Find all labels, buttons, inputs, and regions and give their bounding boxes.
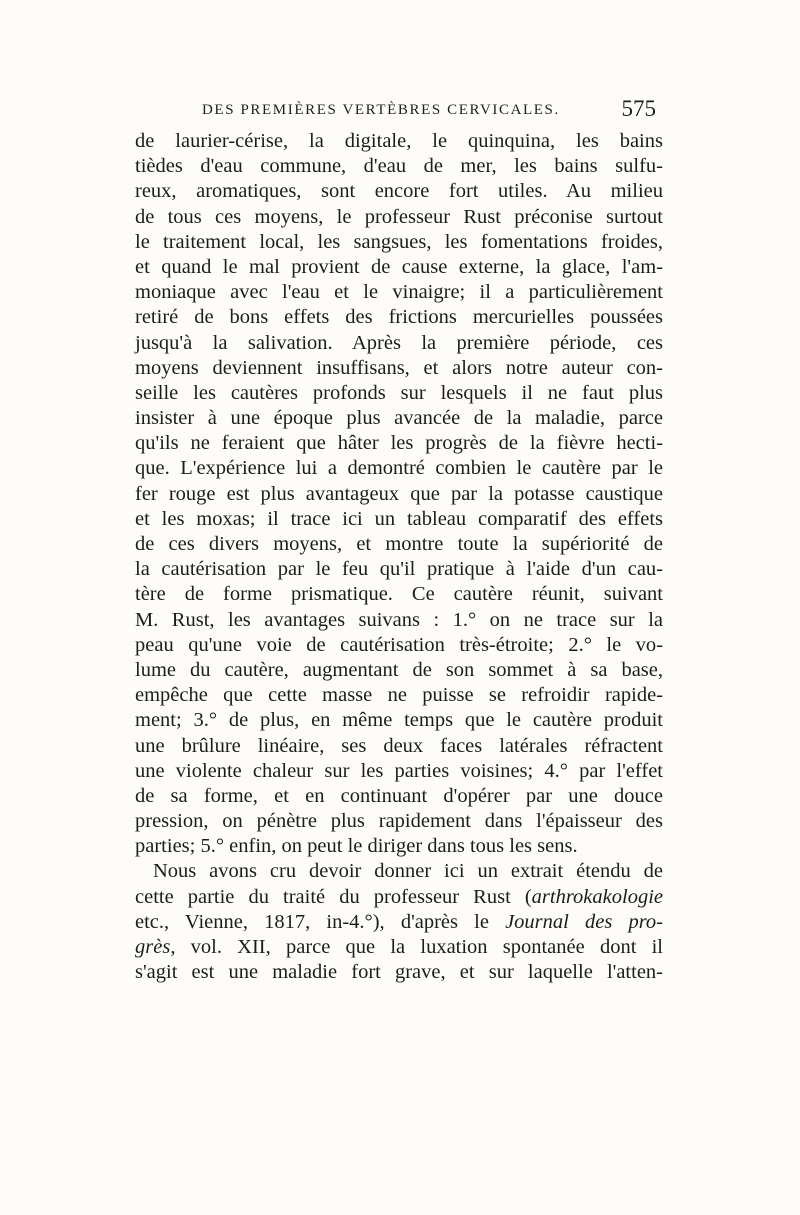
italic-title: Journal des pro- bbox=[505, 910, 663, 933]
text-line: retiré de bons effets des frictions mercurielles poussées bbox=[135, 306, 663, 329]
running-title: DES PREMIÈRES VERTÈBRES CERVICALES. bbox=[202, 102, 560, 118]
text-line: peau qu'une voie de cautérisation très-étroite; 2.° le vo- bbox=[135, 633, 663, 656]
text-line: pression, on pénètre plus rapidement dans l'épaisseur des bbox=[135, 810, 663, 833]
text-line: que. L'expérience lui a demontré combien le cautère par le bbox=[135, 457, 663, 480]
text-line: une brûlure linéaire, ses deux faces latérales réfractent bbox=[135, 734, 663, 757]
text-line: insister à une époque plus avancée de la maladie, parce bbox=[135, 407, 663, 430]
italic-title: arthrokakologie bbox=[531, 885, 663, 908]
text-line: le traitement local, les sangsues, les fomentations froides, bbox=[135, 230, 663, 253]
body-text bbox=[135, 129, 663, 985]
text-line: ment; 3.° de plus, en même temps que le cautère produit bbox=[135, 709, 663, 732]
text-line: s'agit est une maladie fort grave, et sur laquelle l'atten- bbox=[135, 961, 663, 984]
page-header bbox=[136, 96, 656, 128]
text-line: de laurier-cérise, la digitale, le quinquina, les bains bbox=[135, 130, 663, 152]
text-line: la cautérisation par le feu qu'il pratique à l'aide d'un cau- bbox=[135, 558, 663, 581]
text-line: de ces divers moyens, et montre toute la supériorité de bbox=[135, 533, 663, 555]
text-segment: , vol. XII, parce que la luxation spontanée dont il bbox=[170, 936, 663, 958]
text-line: empêche que cette masse ne puisse se refroidir rapide- bbox=[135, 684, 663, 707]
text-line: tièdes d'eau commune, d'eau de mer, les bains sulfu- bbox=[135, 155, 663, 178]
text-line: M. Rust, les avantages suivans : 1.° on ne trace sur la bbox=[135, 608, 663, 631]
page-number: 575 bbox=[621, 96, 656, 121]
text-line bbox=[135, 910, 663, 935]
text-line: une violente chaleur sur les parties voisines; 4.° par l'effet bbox=[135, 759, 663, 782]
text-line: tère de forme prismatique. Ce cautère réunit, suivant bbox=[135, 583, 663, 606]
text-line: seille les cautères profonds sur lesquels il ne faut plus bbox=[135, 381, 663, 404]
italic-title: grès bbox=[135, 936, 171, 958]
text-line: lume du cautère, augmentant de son sommet à sa base, bbox=[135, 658, 663, 681]
text-segment: cette partie du traité du professeur Rust ( bbox=[135, 885, 532, 908]
text-line: reux, aromatiques, sont encore fort utiles. Au milieu bbox=[135, 180, 663, 203]
paragraph-start-line: Nous avons cru devoir donner ici un extrait étendu de bbox=[153, 860, 663, 883]
text-line: de tous ces moyens, le professeur Rust préconise surtout bbox=[135, 205, 663, 228]
text-line: jusqu'à la salivation. Après la première période, ces bbox=[135, 331, 663, 354]
text-line: et quand le mal provient de cause externe, la glace, l'am- bbox=[135, 255, 663, 278]
text-line: et les moxas; il trace ici un tableau comparatif des effets bbox=[135, 507, 663, 530]
text-line: fer rouge est plus avantageux que par la potasse caustique bbox=[135, 482, 663, 505]
text-line: de sa forme, et en continuant d'opérer par une douce bbox=[135, 784, 663, 807]
text-line bbox=[135, 885, 663, 910]
text-line: moyens deviennent insuffisans, et alors notre auteur con- bbox=[135, 356, 663, 379]
text-line: qu'ils ne feraient que hâter les progrès de la fièvre hecti- bbox=[135, 432, 663, 455]
text-line: moniaque avec l'eau et le vinaigre; il a particulièrement bbox=[135, 281, 663, 304]
text-line bbox=[135, 935, 663, 960]
text-line: parties; 5.° enfin, on peut le diriger dans tous les sens. bbox=[135, 835, 578, 858]
text-segment: etc., Vienne, 1817, in-4.°), d'après le bbox=[135, 910, 506, 933]
